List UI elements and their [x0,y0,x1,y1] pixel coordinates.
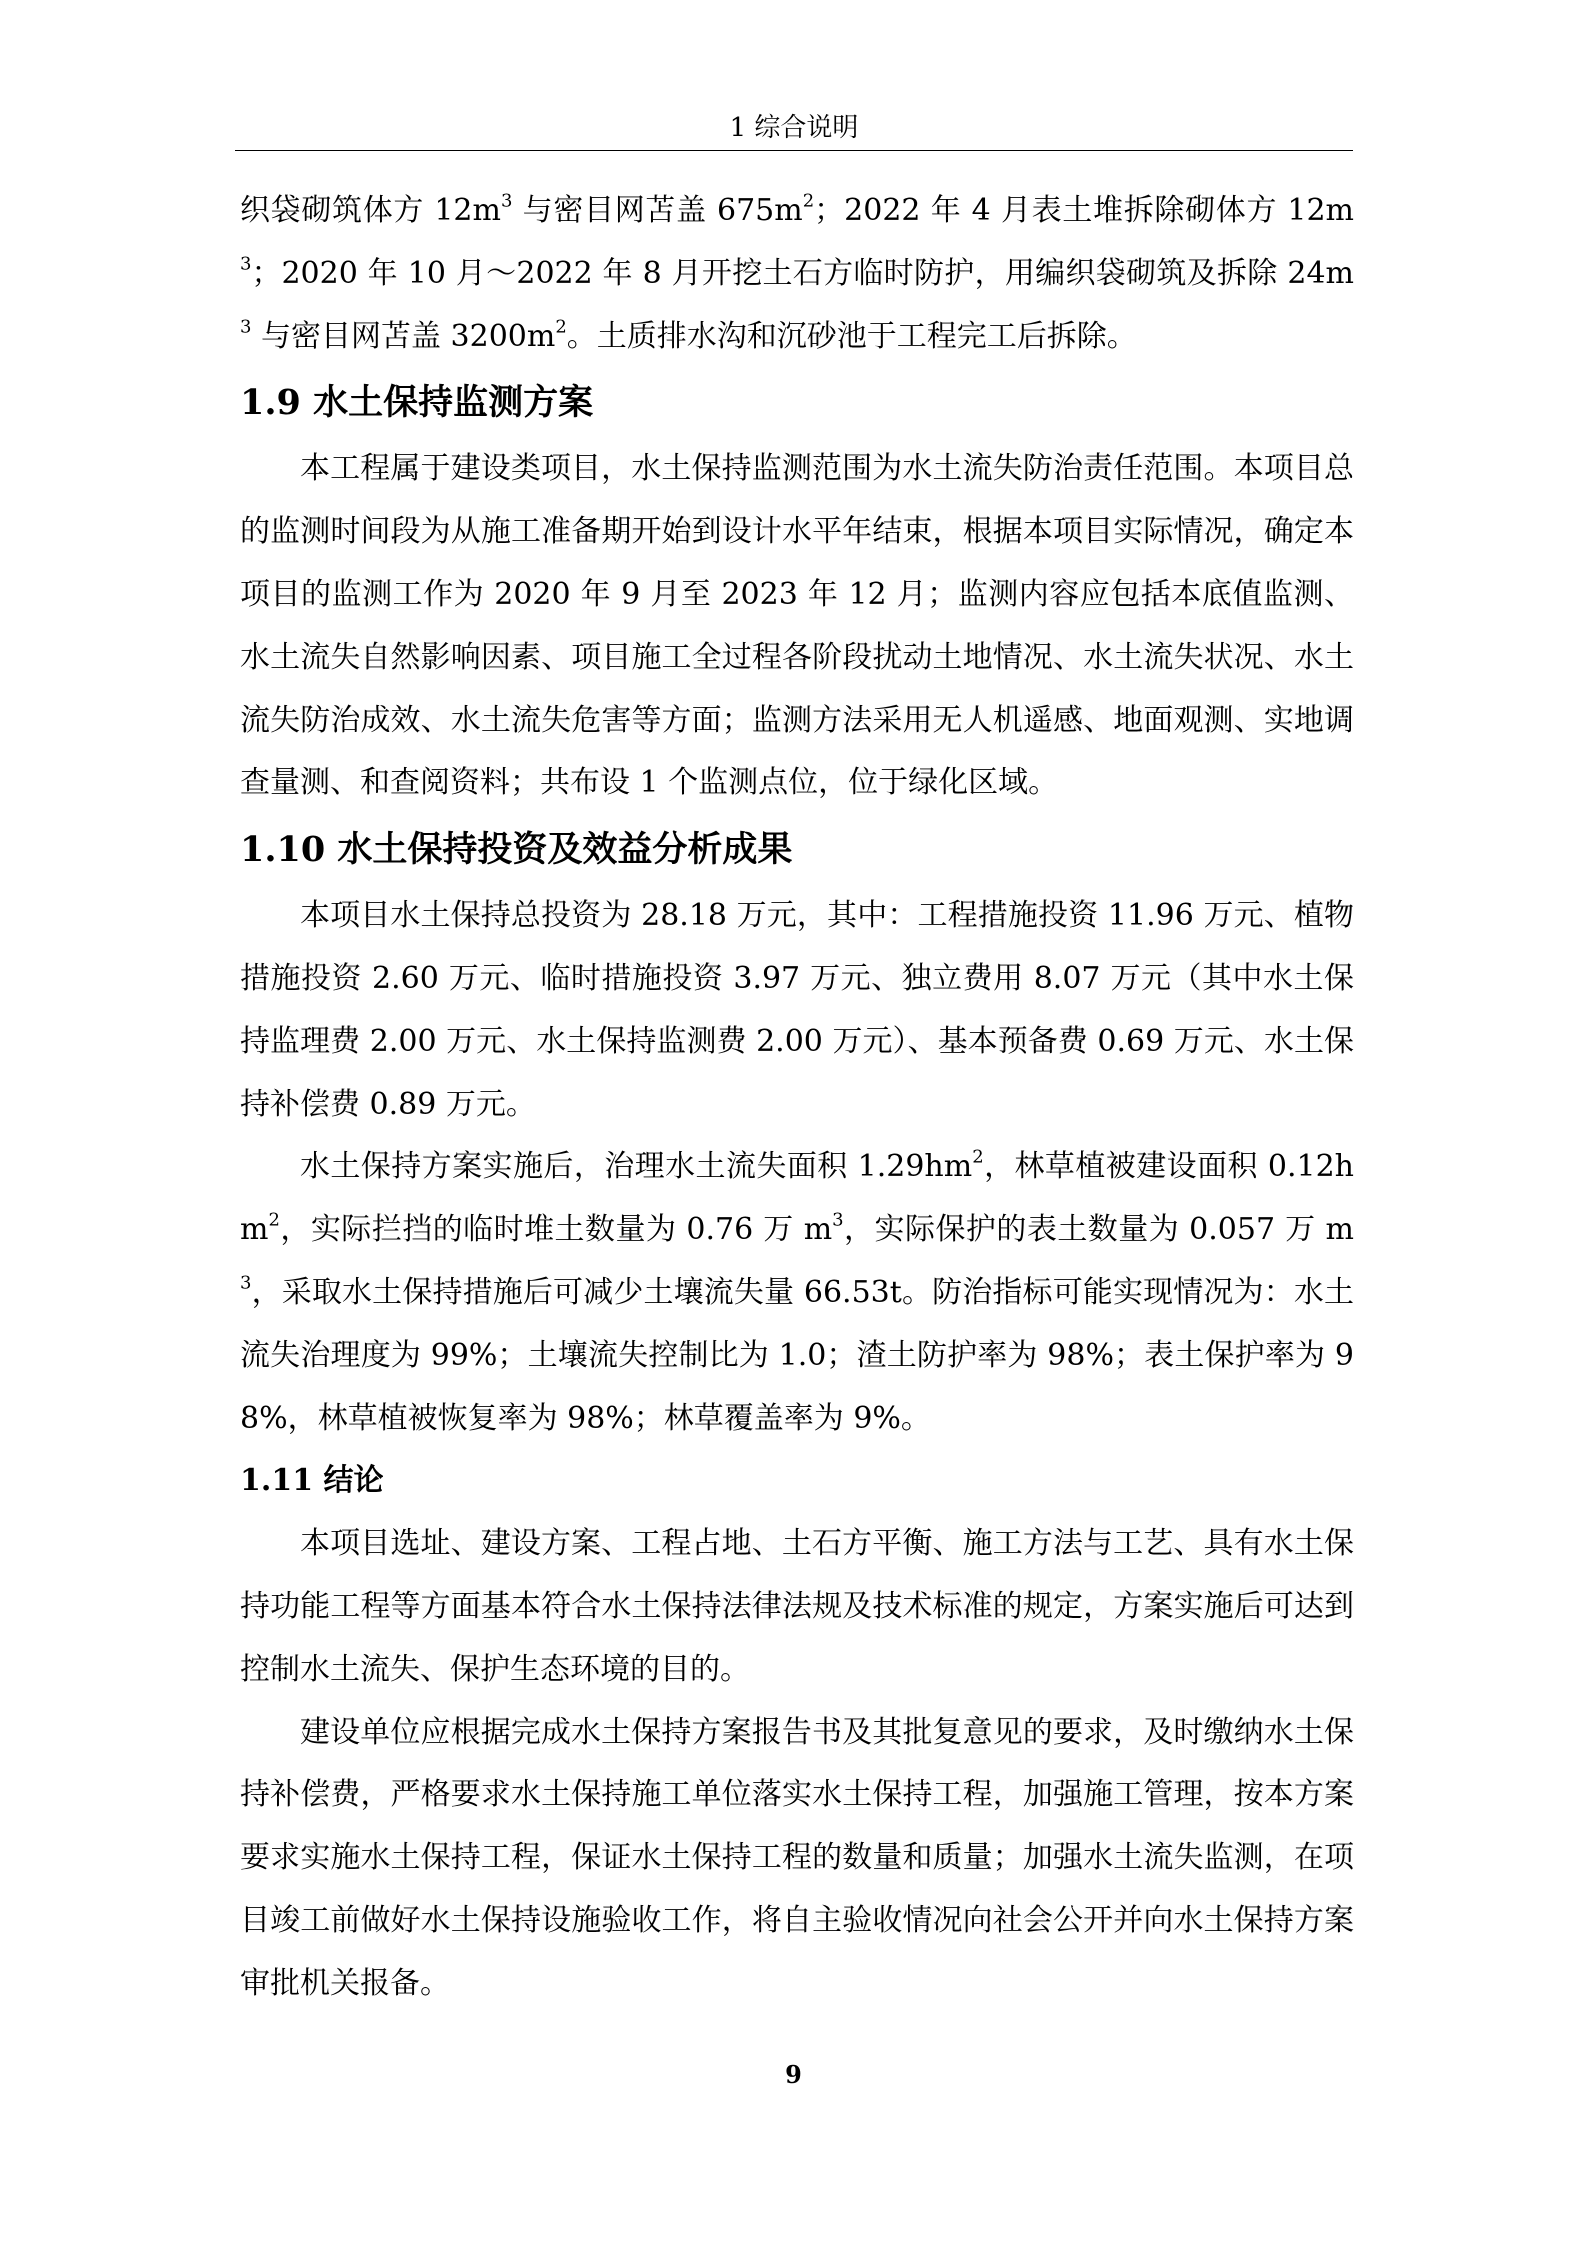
section-heading-1-11: 1.11 结论 [240,1463,384,1499]
header-divider [235,150,1353,151]
conclusion-paragraph: 本项目选址、建设方案、工程占地、土石方平衡、施工方法与工艺、具有水土保持功能工程等方面基本符合水土保持法律法规及技术标准的规定，方案实施后可达到控制水土流失、保护生态环境的目的。 [240,1526,1354,1687]
investment-paragraph: 本项目水土保持总投资为 28.18 万元，其中：工程措施投资 11.96 万元、植物措施投资 2.60 万元、临时措施投资 3.97 万元、独立费用 8.07 万元（其中水土保持监理费 2.00 万元、水土保持监测费 2.00 万元）、基本预备费 0.69 万元、水土保持补偿费 0.89 万元。 [240,898,1354,1122]
page-number: 9 [785,2060,802,2089]
running-header: 1 综合说明 [729,113,859,143]
continued-paragraph: 织袋砌筑体方 $12m^3$ 与密目网苫盖 $675m^2$；2022 年 4 月表土堆拆除砌体方 $12m^3$；2020 年 10 月～2022 年 8 月开挖土石方临时防护，用编织袋砌筑及拆除 $24m^3$ 与密目网苫盖 $3200m^2$。土质排水沟和沉砂池于工程完工后拆除。 [240,190,1354,354]
page-body [240,180,1354,2016]
benefit-paragraph: 水土保持方案实施后，治理水土流失面积 $1.29hm^2$，林草植被建设面积 $0.12hm^2$，实际拦挡的临时堆土数量为 0.76 万 $m^3$，实际保护的表土数量为 0.057 万 $m^3$，采取水土保持措施后可减少土壤流失量 66.53t。防治指标可能实现情况为：水土流失治理度为 99%；土壤流失控制比为 1.0；渣土防护率为 98%；表土保护率为 98%，林草植被恢复率为 98%；林草覆盖率为 9%。 [240,1146,1354,1436]
section-heading-1-9: 1.9 水土保持监测方案 [240,382,594,424]
section-heading-1-10: 1.10 水土保持投资及效益分析成果 [240,829,793,871]
recommendation-paragraph: 建设单位应根据完成水土保持方案报告书及其批复意见的要求，及时缴纳水土保持补偿费，严格要求水土保持施工单位落实水土保持工程，加强施工管理，按本方案要求实施水土保持工程，保证水土保持工程的数量和质量；加强水土流失监测，在项目竣工前做好水土保持设施验收工作，将自主验收情况向社会公开并向水土保持方案审批机关报备。 [240,1714,1354,2001]
monitoring-plan-paragraph: 本工程属于建设类项目，水土保持监测范围为水土流失防治责任范围。本项目总的监测时间段为从施工准备期开始到设计水平年结束，根据本项目实际情况，确定本项目的监测工作为 2020 年 9 月至 2023 年 12 月；监测内容应包括本底值监测、水土流失自然影响因素、项目施工全过程各阶段扰动土地情况、水土流失状况、水土流失防治成效、水土流失危害等方面；监测方法采用无人机遥感、地面观测、实地调查量测、和查阅资料；共布设 1 个监测点位，位于绿化区域。 [240,451,1354,801]
